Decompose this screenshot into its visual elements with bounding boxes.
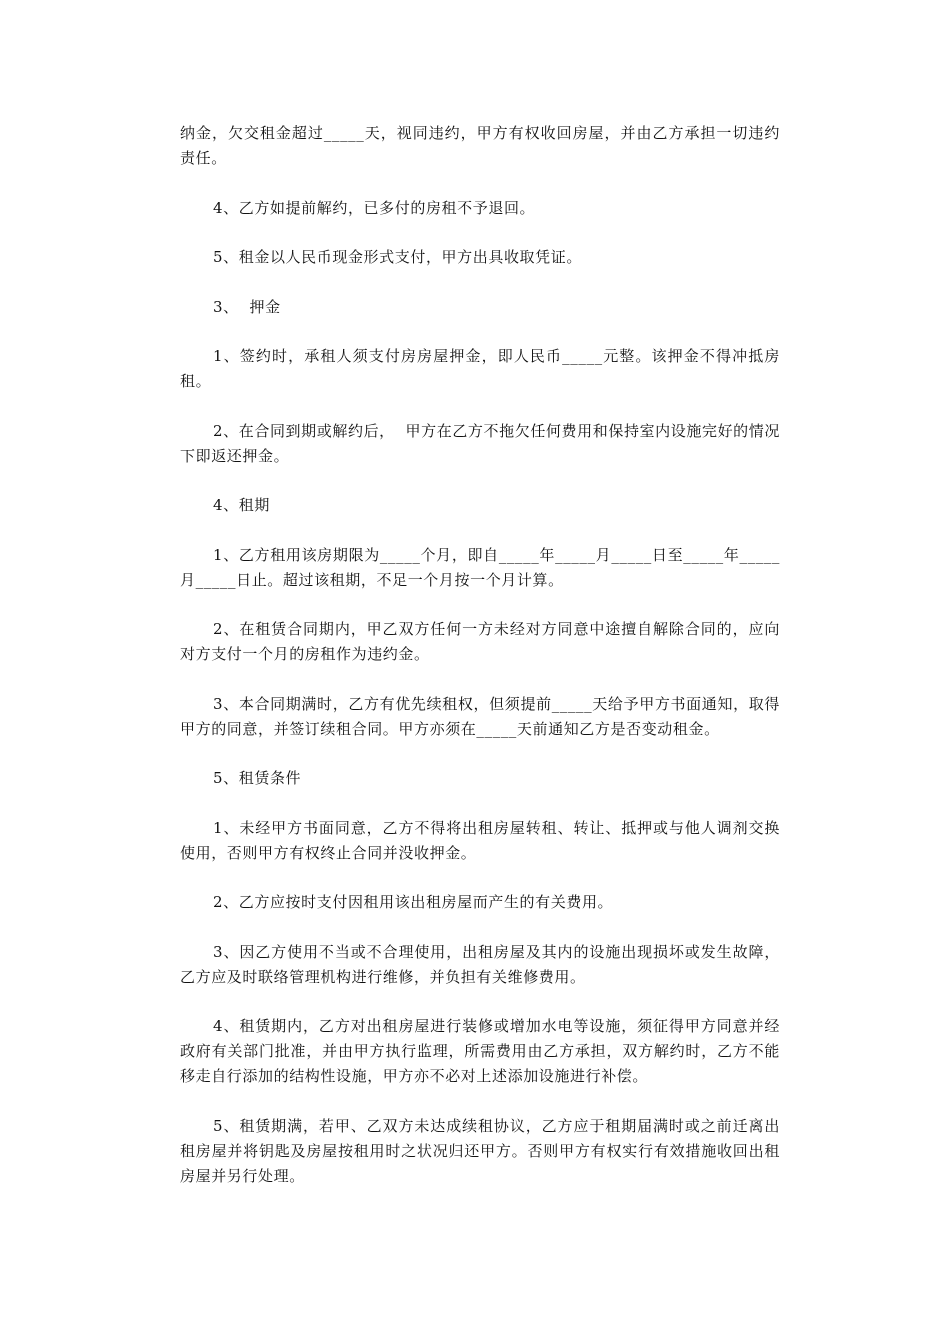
- paragraph-deposit-return: 2、在合同到期或解约后， 甲方在乙方不拖欠任何费用和保持室内设施完好的情况下即返还押金。: [180, 421, 780, 465]
- paragraph-no-sublease: 1、未经甲方书面同意，乙方不得将出租房屋转租、转让、抵押或与他人调剂交换使用，否则甲方有权终止合同并没收押金。: [180, 818, 780, 862]
- paragraph-no-refund: 4、乙方如提前解约，已多付的房租不予退回。: [213, 198, 536, 217]
- section-heading-lease-term: 4、租期: [213, 496, 270, 514]
- section-heading-lease-conditions: 5、租赁条件: [213, 769, 302, 787]
- section-heading-deposit: 3、 押金: [213, 297, 281, 316]
- paragraph-repairs: 3、因乙方使用不当或不合理使用，出租房屋及其内的设施出现损坏或发生故障，乙方应及时联络管理机构进行维修，并负担有关维修费用。: [180, 942, 780, 986]
- paragraph-payment-form: 5、租金以人民币现金形式支付，甲方出具收取凭证。: [213, 248, 582, 266]
- paragraph-renovation: 4、租赁期内，乙方对出租房屋进行装修或增加水电等设施，须征得甲方同意并经政府有关部门批准，并由甲方执行监理，所需费用由乙方承担，双方解约时，乙方不能移走自行添加的结构性设施，甲方亦不必对上述添加设施进行补偿。: [180, 1017, 780, 1085]
- paragraph-fees: 2、乙方应按时支付因租用该出租房屋而产生的有关费用。: [213, 893, 614, 911]
- paragraph-deposit-amount: 1、签约时，承租人须支付房房屋押金，即人民币_____元整。该押金不得冲抵房租。: [180, 347, 780, 390]
- paragraph-renewal: 3、本合同期满时，乙方有优先续租权，但须提前_____天给予甲方书面通知，取得甲方的同意，并签订续租合同。甲方亦须在_____天前通知乙方是否变动租金。: [180, 694, 780, 738]
- document-body: [180, 121, 780, 1213]
- paragraph-early-termination: 2、在租赁合同期内，甲乙双方任何一方未经对方同意中途擅自解除合同的，应向对方支付一个月的房租作为违约金。: [180, 620, 780, 663]
- paragraph-continued-rent-clause: 纳金，欠交租金超过_____天，视同违约，甲方有权收回房屋，并由乙方承担一切违约责任。: [180, 124, 780, 167]
- paragraph-lease-period: 1、乙方租用该房期限为_____个月，即自_____年_____月_____日至_____年_____月_____日止。超过该租期，不足一个月按一个月计算。: [180, 545, 780, 589]
- paragraph-lease-expiry: 5、租赁期满，若甲、乙双方未达成续租协议，乙方应于租期届满时或之前迁离出租房屋并将钥匙及房屋按租用时之状况归还甲方。否则甲方有权实行有效措施收回出租房屋并另行处理。: [180, 1116, 780, 1185]
